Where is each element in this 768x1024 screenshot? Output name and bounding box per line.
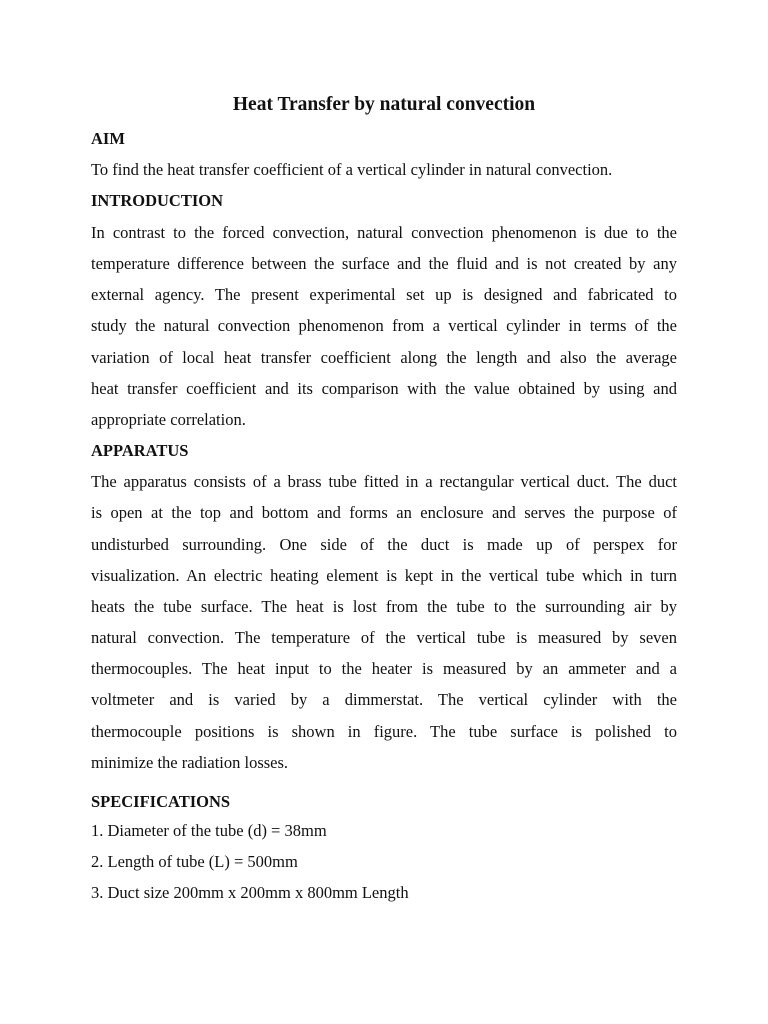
- introduction-line: appropriate correlation.: [91, 410, 246, 429]
- introduction-line: temperature difference between the surface and the fluid and is not created by any: [91, 254, 677, 273]
- apparatus-line: thermocouples. The heat input to the heater is measured by an ammeter and a: [91, 659, 677, 678]
- specification-item: 1. Diameter of the tube (d) = 38mm: [91, 821, 327, 840]
- introduction-line: external agency. The present experimental set up is designed and fabricated to: [91, 285, 677, 304]
- page-title: Heat Transfer by natural convection: [232, 94, 536, 115]
- apparatus-line: thermocouple positions is shown in figure. The tube surface is polished to: [91, 722, 677, 741]
- introduction-line: In contrast to the forced convection, natural convection phenomenon is due to the: [91, 223, 677, 242]
- specification-item: 3. Duct size 200mm x 200mm x 800mm Length: [91, 883, 409, 902]
- introduction-heading: INTRODUCTION: [91, 191, 224, 210]
- apparatus-line: is open at the top and bottom and forms an enclosure and serves the purpose of: [91, 503, 677, 522]
- apparatus-line: voltmeter and is varied by a dimmerstat. The vertical cylinder with the: [91, 690, 677, 709]
- introduction-line: study the natural convection phenomenon from a vertical cylinder in terms of the: [91, 316, 677, 335]
- aim-text: To find the heat transfer coefficient of a vertical cylinder in natural convection.: [91, 160, 613, 179]
- specification-item: 2. Length of tube (L) = 500mm: [91, 852, 298, 871]
- specifications-heading: SPECIFICATIONS: [91, 792, 231, 811]
- apparatus-line: The apparatus consists of a brass tube fitted in a rectangular vertical duct. The duct: [91, 472, 677, 491]
- apparatus-line: undisturbed surrounding. One side of the duct is made up of perspex for: [91, 535, 677, 554]
- introduction-line: variation of local heat transfer coefficient along the length and also the average: [91, 348, 677, 367]
- apparatus-heading: APPARATUS: [91, 441, 189, 460]
- apparatus-line: visualization. An electric heating element is kept in the vertical tube which in turn: [91, 566, 677, 585]
- apparatus-line: heats the tube surface. The heat is lost from the tube to the surrounding air by: [91, 597, 677, 616]
- apparatus-line: natural convection. The temperature of the vertical tube is measured by seven: [91, 628, 677, 647]
- aim-heading: AIM: [91, 129, 125, 148]
- apparatus-line: minimize the radiation losses.: [91, 753, 289, 772]
- introduction-line: heat transfer coefficient and its comparison with the value obtained by using and: [91, 379, 677, 398]
